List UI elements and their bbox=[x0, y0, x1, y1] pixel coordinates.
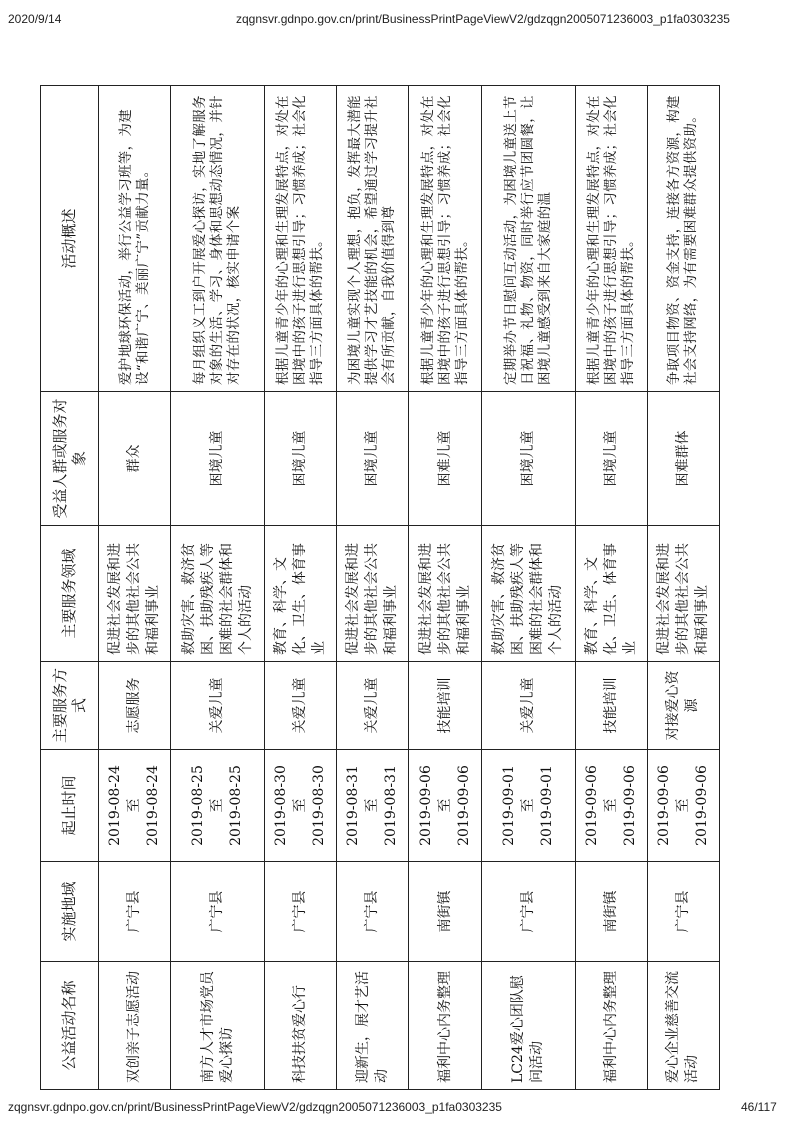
end-date: 2019-08-25 bbox=[228, 765, 245, 846]
date-separator: 至 bbox=[209, 798, 226, 813]
table-header-row bbox=[41, 86, 99, 1090]
service-method-cell: 技能培训 bbox=[409, 662, 481, 750]
column-header: 主要服务领域 bbox=[41, 526, 99, 662]
column-header: 活动概述 bbox=[41, 86, 99, 392]
service-method-cell: 志愿服务 bbox=[99, 662, 171, 750]
region-cell: 南街镇 bbox=[575, 862, 647, 962]
activity-name-cell: 双创亲子志愿活动 bbox=[99, 962, 171, 1090]
service-method-cell: 关爱儿童 bbox=[171, 662, 265, 750]
end-date: 2019-09-06 bbox=[621, 765, 638, 846]
table-row bbox=[171, 86, 265, 1090]
beneficiary-cell: 困境儿童 bbox=[265, 392, 337, 526]
service-method-cell: 对接爱心资源 bbox=[647, 662, 719, 750]
activity-summary-cell: 根据儿童青少年的心理和生理发展特点，对处在困境中的孩子进行思想引导；习惯养成；社会化指导三方面具体的帮扶。 bbox=[409, 86, 481, 392]
start-date: 2019-09-06 bbox=[417, 765, 434, 846]
service-field-cell: 救助灾害、救济贫困、扶助残疾人等困难的社会群体和个人的活动 bbox=[481, 526, 575, 662]
activity-summary-cell: 根据儿童青少年的心理和生理发展特点，对处在困境中的孩子进行思想引导；习惯养成；社会化指导三方面具体的帮扶。 bbox=[575, 86, 647, 392]
beneficiary-cell: 群众 bbox=[99, 392, 171, 526]
activity-name-cell: 福利中心内务整理 bbox=[575, 962, 647, 1090]
beneficiary-cell: 困境儿童 bbox=[171, 392, 265, 526]
start-date: 2019-08-31 bbox=[345, 765, 362, 846]
service-method-cell: 关爱儿童 bbox=[337, 662, 409, 750]
table-row bbox=[409, 86, 481, 1090]
print-header-url: zqgnsvr.gdnpo.gov.cn/print/BusinessPrintPageViewV2/gdzqgn2005071236003_p1fa0303235 bbox=[236, 12, 730, 26]
date-separator: 至 bbox=[292, 798, 309, 813]
end-date: 2019-08-24 bbox=[145, 765, 162, 846]
activity-name-cell: 爱心企业慈善交流活动 bbox=[647, 962, 719, 1090]
date-range-cell bbox=[575, 750, 647, 862]
region-cell: 南街镇 bbox=[409, 862, 481, 962]
service-method-cell: 关爱儿童 bbox=[265, 662, 337, 750]
activity-table bbox=[40, 85, 720, 1090]
beneficiary-cell: 困难儿童 bbox=[409, 392, 481, 526]
table-row bbox=[575, 86, 647, 1090]
date-range-cell bbox=[337, 750, 409, 862]
date-separator: 至 bbox=[436, 798, 453, 813]
beneficiary-cell: 困境儿童 bbox=[575, 392, 647, 526]
region-cell: 广宁县 bbox=[265, 862, 337, 962]
table-row bbox=[337, 86, 409, 1090]
region-cell: 广宁县 bbox=[171, 862, 265, 962]
region-cell: 广宁县 bbox=[337, 862, 409, 962]
activity-summary-cell: 爱护地球环保活动，举行公益学习班等，为建设“和谐广宁、美丽广宁”贡献力量。 bbox=[99, 86, 171, 392]
start-date: 2019-08-24 bbox=[107, 765, 124, 846]
region-cell: 广宁县 bbox=[481, 862, 575, 962]
activity-name-cell: 南方人才市场党员爱心探访 bbox=[171, 962, 265, 1090]
date-separator: 至 bbox=[674, 798, 691, 813]
activity-summary-cell: 为困境儿童实现个人理想，抱负，发挥最大潜能提供学习才艺技能的机会，希望通过学习提升社会有所贡献，自我价值得到尊 bbox=[337, 86, 409, 392]
service-field-cell: 教育、科学、文化、卫生、体育事业 bbox=[575, 526, 647, 662]
table-row bbox=[647, 86, 719, 1090]
column-header: 受益人群或服务对象 bbox=[41, 392, 99, 526]
activity-table-container bbox=[40, 86, 720, 1090]
activity-summary-cell: 根据儿童青少年的心理和生理发展特点，对处在困境中的孩子进行思想引导；习惯养成；社会化指导三方面具体的帮扶。 bbox=[265, 86, 337, 392]
activity-name-cell: 迎新生，展才艺活动 bbox=[337, 962, 409, 1090]
end-date: 2019-09-06 bbox=[693, 765, 710, 846]
start-date: 2019-09-06 bbox=[583, 765, 600, 846]
end-date: 2019-09-06 bbox=[455, 765, 472, 846]
date-range-cell bbox=[647, 750, 719, 862]
service-field-cell: 促进社会发展和进步的其他社会公共和福利事业 bbox=[647, 526, 719, 662]
column-header: 起止时间 bbox=[41, 750, 99, 862]
beneficiary-cell: 困境儿童 bbox=[337, 392, 409, 526]
start-date: 2019-09-06 bbox=[655, 765, 672, 846]
date-range-cell bbox=[265, 750, 337, 862]
date-range-cell bbox=[171, 750, 265, 862]
service-method-cell: 技能培训 bbox=[575, 662, 647, 750]
end-date: 2019-08-31 bbox=[383, 765, 400, 846]
column-header: 主要服务方式 bbox=[41, 662, 99, 750]
end-date: 2019-09-01 bbox=[538, 765, 555, 846]
date-separator: 至 bbox=[602, 798, 619, 813]
start-date: 2019-08-30 bbox=[273, 765, 290, 846]
print-date: 2020/9/14 bbox=[8, 12, 62, 26]
table-row bbox=[265, 86, 337, 1090]
beneficiary-cell: 困境儿童 bbox=[481, 392, 575, 526]
region-cell: 广宁县 bbox=[99, 862, 171, 962]
service-method-cell: 关爱儿童 bbox=[481, 662, 575, 750]
region-cell: 广宁县 bbox=[647, 862, 719, 962]
service-field-cell: 救助灾害、救济贫困、扶助残疾人等困难的社会群体和个人的活动 bbox=[171, 526, 265, 662]
activity-name-cell: LC24爱心团队慰问活动 bbox=[481, 962, 575, 1090]
date-range-cell bbox=[99, 750, 171, 862]
column-header: 公益活动名称 bbox=[41, 962, 99, 1090]
date-separator: 至 bbox=[126, 798, 143, 813]
service-field-cell: 教育、科学、文化、卫生、体育事业 bbox=[265, 526, 337, 662]
start-date: 2019-08-25 bbox=[190, 765, 207, 846]
activity-name-cell: 科技扶贫爱心行 bbox=[265, 962, 337, 1090]
print-footer-url: zqgnsvr.gdnpo.gov.cn/print/BusinessPrintPageViewV2/gdzqgn2005071236003_p1fa0303235 bbox=[8, 1100, 502, 1114]
date-range-cell bbox=[409, 750, 481, 862]
beneficiary-cell: 困难群体 bbox=[647, 392, 719, 526]
table-row bbox=[99, 86, 171, 1090]
activity-summary-cell: 每月组织义工到户开展爱心探访，实地了解服务对象的生活、学习、身体和思想动态情况，并针对存在的状况，核实申请个案 bbox=[171, 86, 265, 392]
service-field-cell: 促进社会发展和进步的其他社会公共和福利事业 bbox=[337, 526, 409, 662]
date-separator: 至 bbox=[364, 798, 381, 813]
activity-summary-cell: 定期举办节日慰问互动活动，为困境儿童送上节日祝福、礼物、物资，同时举行应节团圆餐，让困境儿童感受到来自大家庭的温 bbox=[481, 86, 575, 392]
end-date: 2019-08-30 bbox=[311, 765, 328, 846]
table-row bbox=[481, 86, 575, 1090]
service-field-cell: 促进社会发展和进步的其他社会公共和福利事业 bbox=[99, 526, 171, 662]
column-header: 实施地域 bbox=[41, 862, 99, 962]
service-field-cell: 促进社会发展和进步的其他社会公共和福利事业 bbox=[409, 526, 481, 662]
activity-summary-cell: 争取项目物资、资金支持，连接各方资源，构建社会支持网络，为有需要困难群众提供资助。 bbox=[647, 86, 719, 392]
date-separator: 至 bbox=[519, 798, 536, 813]
date-range-cell bbox=[481, 750, 575, 862]
page-number: 46/117 bbox=[741, 1100, 777, 1114]
start-date: 2019-09-01 bbox=[500, 765, 517, 846]
activity-name-cell: 福利中心内务整理 bbox=[409, 962, 481, 1090]
